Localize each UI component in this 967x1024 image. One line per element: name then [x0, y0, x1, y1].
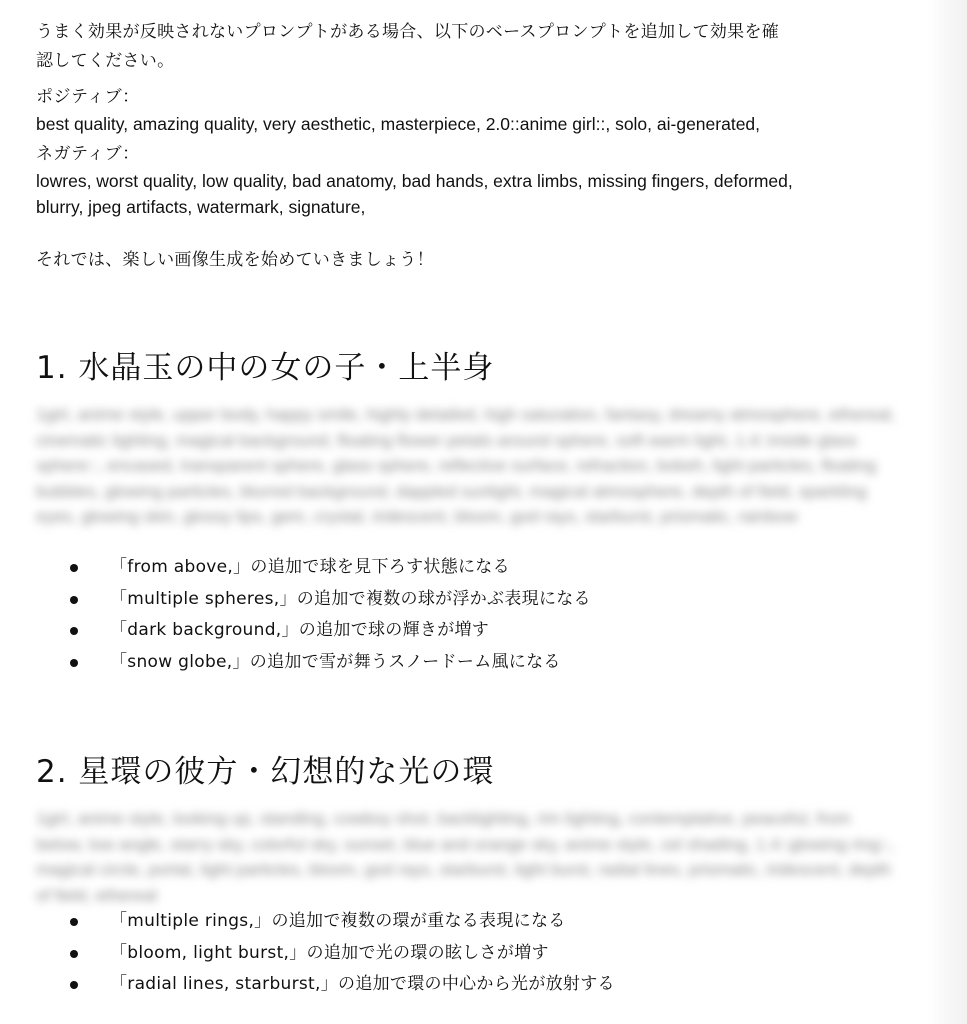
list-item: 「snow globe,」の追加で雪が舞うスノードーム風になる	[36, 647, 591, 679]
section-2-tips	[36, 906, 615, 1001]
section-1-blurred-prompt: 1girl, anime style, upper body, happy smile, highly detailed, high saturation, fantasy, dreamy atmosphere, ethereal, cinematic lighting, magical background, floating flower petals around sphere, soft warm light, 1.4::inside glass sphere::, encased, transparent sphere, glass sphere, reflective surface, refraction, bokeh, light particles, floating bubbles, glowing particles, blurred background, dappled sunlight, magical atmosphere, depth of field, sparkling eyes, glowing skin, glossy lips, gem, crystal, iridescent, bloom, god rays, starburst, prismatic, rainbow	[36, 405, 896, 526]
section-2-title: 2. 星環の彼方・幻想的な光の環	[36, 754, 495, 790]
list-item: 「dark background,」の追加で球の輝きが増す	[36, 615, 591, 647]
page-edge-shadow	[927, 0, 967, 1024]
intro-line-2: 認してください。	[36, 51, 175, 71]
list-item: 「radial lines, starburst,」の追加で環の中心から光が放射する	[36, 969, 615, 1001]
negative-prompt-line-1: lowres, worst quality, low quality, bad anatomy, bad hands, extra limbs, missing fingers, deformed,	[36, 171, 793, 191]
positive-prompt: best quality, amazing quality, very aesthetic, masterpiece, 2.0::anime girl::, solo, ai-generated,	[36, 114, 761, 134]
list-item: 「bloom, light burst,」の追加で光の環の眩しさが増す	[36, 938, 615, 970]
closing-line: それでは、楽しい画像生成を始めていきましょう！	[36, 250, 434, 270]
intro-line-1: うまく効果が反映されないプロンプトがある場合、以下のベースプロンプトを追加して効果を確	[36, 22, 780, 42]
list-item: 「from above,」の追加で球を見下ろす状態になる	[36, 552, 591, 584]
list-item: 「multiple rings,」の追加で複数の環が重なる表現になる	[36, 906, 615, 938]
negative-prompt-line-2: blurry, jpeg artifacts, watermark, signature,	[36, 197, 366, 217]
positive-label: ポジティブ：	[36, 87, 140, 107]
negative-label: ネガティブ：	[36, 144, 140, 164]
section-1-title: 1. 水晶玉の中の女の子・上半身	[36, 350, 495, 386]
list-item: 「multiple spheres,」の追加で複数の球が浮かぶ表現になる	[36, 584, 591, 616]
intro-paragraph	[36, 18, 779, 76]
section-2-blurred-prompt: 1girl, anime style, looking up, standing, cowboy shot, backlighting, rim lighting, contemplative, peaceful, from below, low angle, starry sky, colorful sky, sunset, blue and orange sky, anime style, cel shading, 1.4::glowing ring::, magical circle, portal, light particles, bloom, god rays, starburst, light burst, radial lines, prismatic, iridescent, depth of field, ethereal	[36, 809, 894, 905]
section-1-tips	[36, 552, 591, 678]
